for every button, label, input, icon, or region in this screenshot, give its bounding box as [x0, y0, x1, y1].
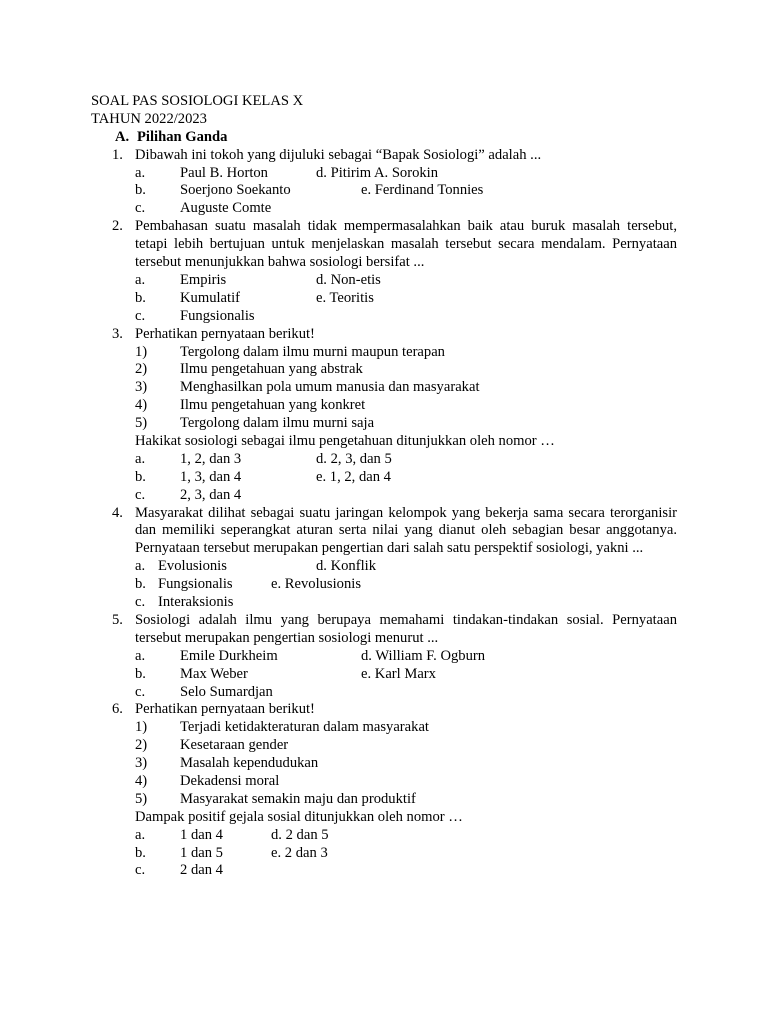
option-row	[91, 272, 677, 290]
question-number: 3.	[112, 325, 123, 342]
option-row	[91, 845, 677, 863]
option-row	[91, 594, 677, 612]
statement-text: Kesetaraan gender	[180, 737, 289, 754]
option-text: Max Weber	[180, 665, 248, 682]
question-number: 1.	[112, 146, 123, 163]
statement-row	[91, 379, 677, 397]
option-text: Fungsionalis	[158, 576, 233, 593]
statement-label: 1)	[135, 719, 148, 736]
option-text: 1, 2, dan 3	[180, 450, 242, 467]
question-text: Dibawah ini tokoh yang dijuluki sebagai “Bapak Sosiologi” adalah ...	[135, 146, 542, 163]
option-text: 1 dan 4	[180, 826, 223, 843]
document-content	[91, 93, 677, 880]
option-label: c.	[135, 307, 146, 324]
option-label: a.	[135, 450, 146, 467]
option-text: Emile Durkheim	[180, 647, 278, 664]
option-label: b.	[135, 844, 146, 861]
option-second: d. William F. Ogburn	[361, 647, 486, 664]
option-label: c.	[135, 594, 146, 611]
option-row	[91, 648, 677, 666]
option-label: b.	[135, 665, 146, 682]
question-number: 4.	[112, 504, 123, 521]
statement-row	[91, 361, 677, 379]
statement-label: 5)	[135, 790, 148, 807]
question-4	[91, 505, 677, 559]
statement-row	[91, 344, 677, 362]
statement-text: Masalah kependudukan	[180, 755, 319, 772]
option-text: 1, 3, dan 4	[180, 468, 242, 485]
doc-title: SOAL PAS SOSIOLOGI KELAS X	[91, 93, 304, 109]
statement-text: Menghasilkan pola umum manusia dan masyarakat	[180, 379, 480, 396]
question-text: Sosiologi adalah ilmu yang berupaya memahami tindakan-tindakan sosial. Pernyataan tersebut merupakan pengertian sosiologi menurut ...	[135, 611, 677, 646]
option-label: a.	[135, 558, 146, 575]
section-heading	[91, 129, 677, 147]
question-prompt: Hakikat sosiologi sebagai ilmu pengetahuan ditunjukkan oleh nomor …	[135, 433, 555, 449]
option-label: b.	[135, 576, 146, 593]
option-row	[91, 451, 677, 469]
question-6	[91, 701, 677, 719]
option-text: Empiris	[180, 271, 227, 288]
option-text: Fungsionalis	[180, 307, 255, 324]
statement-label: 3)	[135, 379, 148, 396]
section-letter: A.	[115, 128, 130, 145]
option-text: 2 dan 4	[180, 862, 223, 879]
question-5	[91, 612, 677, 648]
option-second: e. Revolusionis	[271, 576, 361, 593]
option-text: Paul B. Horton	[180, 164, 268, 181]
statement-text: Tergolong dalam ilmu murni maupun terapan	[180, 343, 445, 360]
option-label: a.	[135, 164, 146, 181]
section-title: Pilihan Ganda	[137, 128, 228, 145]
statement-label: 1)	[135, 343, 148, 360]
question-text: Perhatikan pernyataan berikut!	[135, 701, 315, 718]
statement-label: 2)	[135, 361, 148, 378]
question-number: 2.	[112, 218, 123, 235]
option-row	[91, 165, 677, 183]
statement-row	[91, 791, 677, 809]
option-text: Selo Sumardjan	[180, 683, 273, 700]
option-label: b.	[135, 182, 146, 199]
option-label: c.	[135, 683, 146, 700]
option-second: e. Ferdinand Tonnies	[361, 182, 484, 199]
statement-label: 4)	[135, 397, 148, 414]
statement-text: Ilmu pengetahuan yang abstrak	[180, 361, 363, 378]
option-text: 1 dan 5	[180, 844, 223, 861]
question-text: Perhatikan pernyataan berikut!	[135, 325, 315, 342]
option-second: d. Pitirim A. Sorokin	[316, 164, 439, 181]
option-second: e. Karl Marx	[361, 665, 436, 682]
statement-label: 3)	[135, 755, 148, 772]
option-text: Interaksionis	[158, 594, 234, 611]
option-second: d. Non-etis	[316, 271, 381, 288]
option-row	[91, 182, 677, 200]
statement-row	[91, 755, 677, 773]
question-2	[91, 218, 677, 272]
option-row	[91, 666, 677, 684]
option-label: a.	[135, 647, 146, 664]
question-text: Masyarakat dilihat sebagai suatu jaringan kelompok yang bekerja sama secara terorganisir dan memiliki seperangkat aturan serta nilai yang dianut oleh sebagian besar anggotanya. Pernyataan tersebut merupakan pengertian dari salah satu perspektif sosiologi, yakni ...	[135, 504, 677, 557]
option-text: Kumulatif	[180, 289, 240, 306]
option-label: a.	[135, 271, 146, 288]
option-label: c.	[135, 862, 146, 879]
question-number: 5.	[112, 611, 123, 628]
option-row	[91, 290, 677, 308]
option-label: c.	[135, 200, 146, 217]
statement-label: 2)	[135, 737, 148, 754]
doc-year: TAHUN 2022/2023	[91, 110, 207, 127]
option-row	[91, 200, 677, 218]
statement-row	[91, 737, 677, 755]
statement-text: Terjadi ketidakteraturan dalam masyarakat	[180, 719, 429, 736]
question-number: 6.	[112, 701, 123, 718]
option-second: d. Konflik	[316, 558, 376, 575]
option-text: 2, 3, dan 4	[180, 486, 242, 503]
option-row	[91, 862, 677, 880]
option-label: a.	[135, 826, 146, 843]
statement-text: Ilmu pengetahuan yang konkret	[180, 397, 366, 414]
option-row	[91, 308, 677, 326]
statement-row	[91, 397, 677, 415]
option-label: b.	[135, 289, 146, 306]
option-second: d. 2 dan 5	[271, 826, 329, 843]
option-label: c.	[135, 486, 146, 503]
option-row	[91, 558, 677, 576]
option-second: e. 2 dan 3	[271, 844, 328, 861]
option-text: Evolusionis	[158, 558, 227, 575]
statement-row	[91, 719, 677, 737]
question-prompt: Dampak positif gejala sosial ditunjukkan oleh nomor …	[135, 808, 463, 825]
statement-text: Masyarakat semakin maju dan produktif	[180, 790, 416, 807]
statement-label: 5)	[135, 415, 148, 432]
option-text: Soerjono Soekanto	[180, 182, 291, 199]
option-row	[91, 469, 677, 487]
option-second: e. 1, 2, dan 4	[316, 468, 391, 485]
option-row	[91, 487, 677, 505]
statement-row	[91, 415, 677, 433]
option-row	[91, 576, 677, 594]
option-label: b.	[135, 468, 146, 485]
option-second: e. Teoritis	[316, 289, 374, 306]
question-1	[91, 147, 677, 165]
statement-label: 4)	[135, 773, 148, 790]
question-3	[91, 326, 677, 344]
question-text: Pembahasan suatu masalah tidak mempermasalahkan baik atau buruk masalah tersebut, tetapi lebih bertujuan untuk menjelaskan masalah tersebut secara mendalam. Pernyataan tersebut menunjukkan bahwa sosiologi bersifat ...	[135, 218, 677, 271]
statement-text: Tergolong dalam ilmu murni saja	[180, 415, 375, 432]
option-text: Auguste Comte	[180, 200, 272, 217]
option-row	[91, 827, 677, 845]
option-second: d. 2, 3, dan 5	[316, 450, 392, 467]
statement-text: Dekadensi moral	[180, 773, 280, 790]
option-row	[91, 684, 677, 702]
statement-row	[91, 773, 677, 791]
